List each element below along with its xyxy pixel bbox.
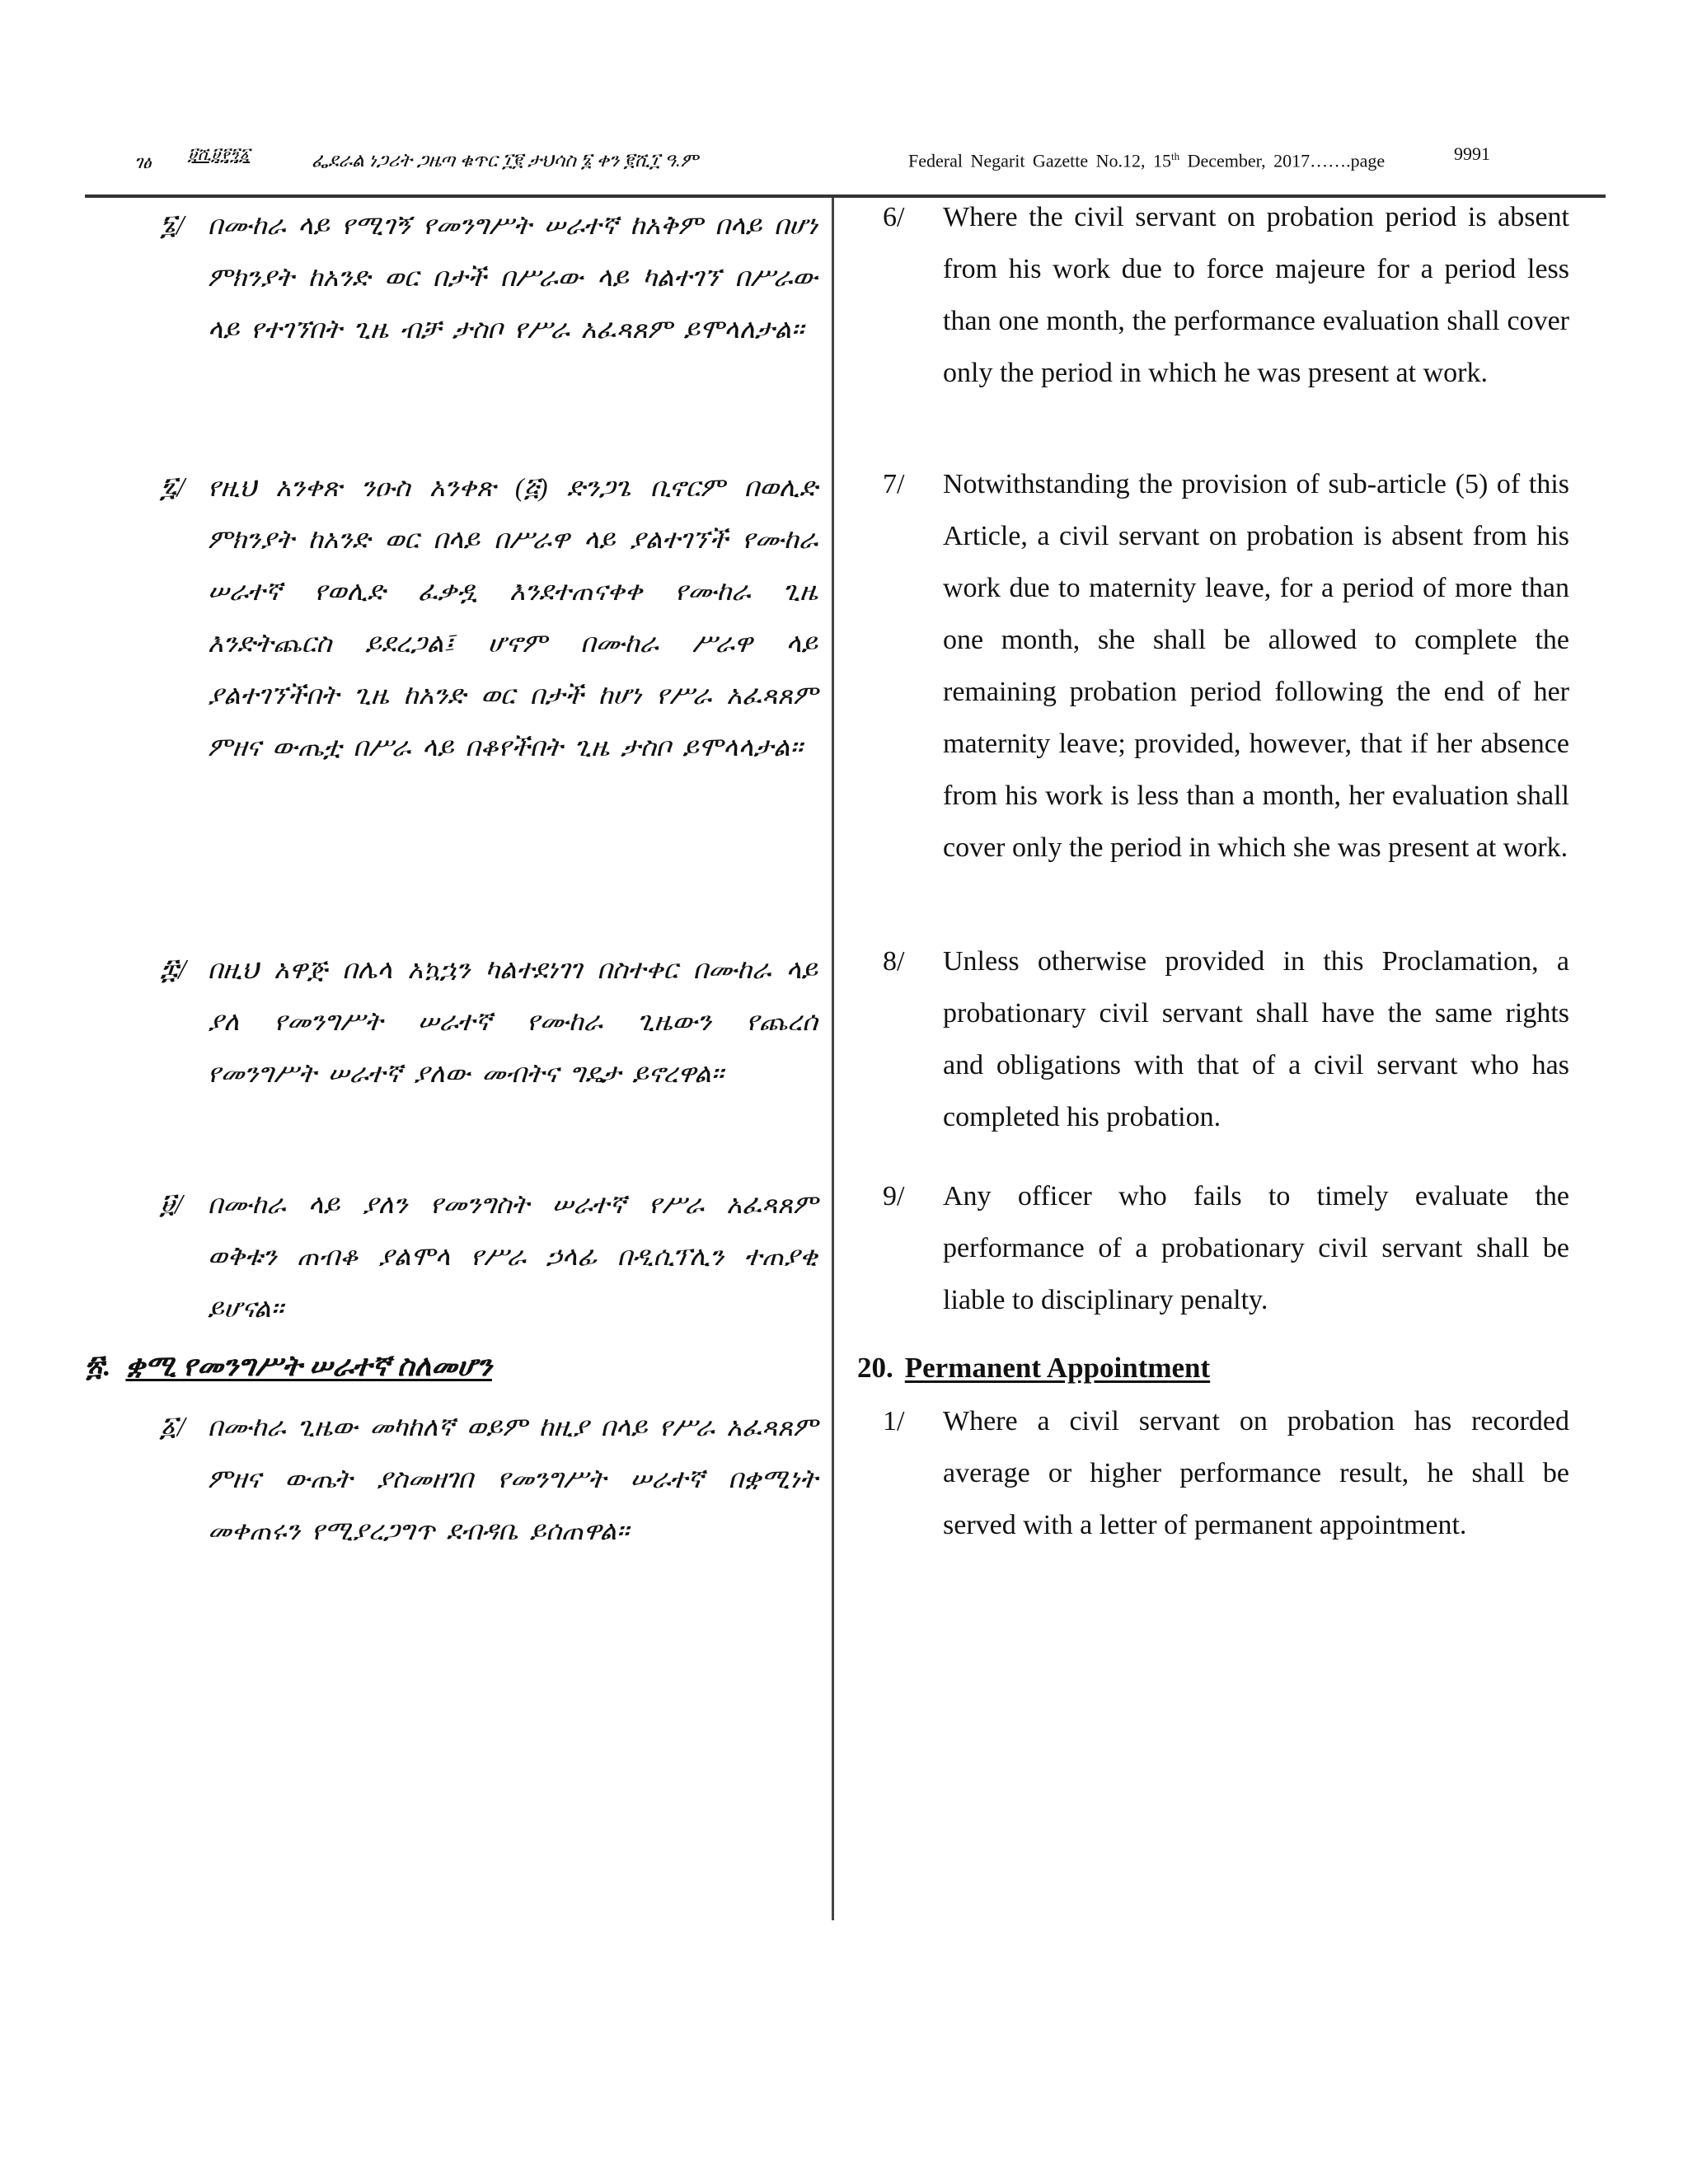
amharic-sub-article-7: [160, 462, 818, 773]
page-header: [0, 140, 1688, 198]
english-sub-article-8: [883, 935, 1569, 1143]
amharic-sub-article-8: [160, 944, 818, 1099]
header-gazette-en-part-b: December, 2017…….page: [1179, 150, 1386, 171]
sub-article-text: በዚህ አዋጅ በሌላ አኳኋን ካልተደነገገ በስተቀር በሙከራ ላይ ያለ የመንግሥት ሠራተኛ የሙከራ ጊዜውን የጨረሰ የመንግሥት ሠራተኛ ያለው መብትና ግዴታ ይኖረዋል፡፡: [208, 954, 818, 1088]
sub-article-number: ፰/: [160, 954, 186, 985]
section-number: 20.: [857, 1352, 893, 1384]
sub-article-number: 7/: [883, 469, 905, 499]
english-sub-article-9: [883, 1170, 1569, 1326]
sub-article-number: 1/: [883, 1406, 905, 1436]
header-page-number-amharic: ፱ሺ፱፻፺፩: [188, 144, 251, 164]
amharic-sub-article-6: [160, 199, 818, 355]
english-section-sub-article-1: [883, 1395, 1569, 1551]
sub-article-text: Any officer who fails to timely evaluate the performance of a probationary civil servant shall be liable to disciplinary penalty.: [943, 1181, 1569, 1315]
sub-article-text: Where a civil servant on probation has recorded average or higher performance result, he shall be served with a letter of permanent appointment.: [943, 1406, 1569, 1540]
sub-article-text: በሙከራ ላይ የሚገኝ የመንግሥት ሠራተኛ ከአቅም በላይ በሆነ ምክንያት ከአንድ ወር በታች በሥራው ላይ ካልተገኘ በሥራው ላይ የተገኘበት ጊዜ ብቻ ታስቦ የሥራ አፈጻጸም ይሞላለታል፡፡: [208, 210, 818, 344]
sub-article-text: የዚህ አንቀጽ ንዑስ አንቀጽ (፭) ድንጋጌ ቢኖርም በወሊድ ምክንያት ከአንድ ወር በላይ በሥራዋ ላይ ያልተገኘች የሙከራ ሠራተኛ የወሊድ ፈቃዷ እንደተጠናቀቀ የሙከራ ጊዜ እንድትጨርስ ይደረጋል፤ ሆኖም በሙከራ ሥራዋ ላይ ያልተገኘችበት ጊዜ ከአንድ ወር በታች ከሆነ የሥራ አፈጻጸም ምዘና ውጤቷ በሥራ ላይ በቆየችበት ጊዜ ታስቦ ይሞላላታል፡፡: [208, 472, 818, 762]
sub-article-text: Notwithstanding the provision of sub-article (5) of this Article, a civil servant on probation is absent from his work due to maternity leave, for a period of more than one month, she shall be allowed to complete the remaining probation period following the end of her maternity leave; provided, however, that if her absence from his work is less than a month, her evaluation shall cover only the period in which she was present at work.: [943, 469, 1569, 863]
header-page-number-english: 9991: [1454, 143, 1490, 164]
column-divider: [832, 198, 834, 1920]
english-sub-article-6: [883, 191, 1569, 399]
english-section-heading: [857, 1352, 1210, 1385]
sub-article-text: በሙከራ ጊዜው መካከለኛ ወይም ከዚያ በላይ የሥራ አፈጻጸም ምዘና ውጤት ያስመዘገበ የመንግሥት ሠራተኛ በቋሚነት መቀጠሩን የሚያረጋግጥ ደብዳቤ ይሰጠዋል፡፡: [208, 1412, 818, 1545]
english-sub-article-7: [883, 458, 1569, 874]
sub-article-number: 6/: [883, 202, 905, 232]
header-gazette-en-part-a: Federal Negarit Gazette No.12, 15: [908, 150, 1171, 171]
section-number: ፳.: [85, 1350, 111, 1382]
sub-article-number: 8/: [883, 946, 905, 977]
amharic-section-sub-article-1: [160, 1401, 818, 1557]
amharic-section-heading: [85, 1350, 492, 1383]
sub-article-number: ፯/: [160, 472, 185, 503]
section-title: ቋሚ የመንግሥት ሠራተኛ ስለመሆን: [125, 1350, 492, 1382]
sub-article-text: Where the civil servant on probation period is absent from his work due to force majeure for a period less than one month, the performance evaluation shall cover only the period in which he was present at work.: [943, 202, 1569, 388]
sub-article-text: በሙከራ ላይ ያለን የመንግስት ሠራተኛ የሥራ አፈጻጸም ወቅቱን ጠብቆ ያልሞላ የሥራ ኃላፊ በዲሲፕሊን ተጠያቂ ይሆናል፡፡: [208, 1189, 818, 1323]
header-gazette-title-amharic: ፌደራል ነጋሪት ጋዜጣ ቁጥር ፲፪ ታህሳስ ፮ ቀን ፪ሺ፲ ዓ.ም: [312, 150, 699, 171]
sub-article-number: 9/: [883, 1181, 905, 1212]
sub-article-number: ፩/: [160, 1412, 185, 1442]
sub-article-number: ፮/: [160, 210, 185, 241]
header-gazette-title-english: [908, 150, 1385, 171]
amharic-sub-article-9: [160, 1179, 818, 1334]
header-gazette-en-superscript: th: [1171, 150, 1180, 162]
sub-article-text: Unless otherwise provided in this Proclamation, a probationary civil servant shall have the same rights and obligations with that of a civil servant who has completed his probation.: [943, 946, 1569, 1132]
section-title: Permanent Appointment: [904, 1352, 1211, 1384]
header-page-label-amharic: ገፅ: [134, 152, 152, 172]
sub-article-number: ፱/: [160, 1189, 183, 1220]
